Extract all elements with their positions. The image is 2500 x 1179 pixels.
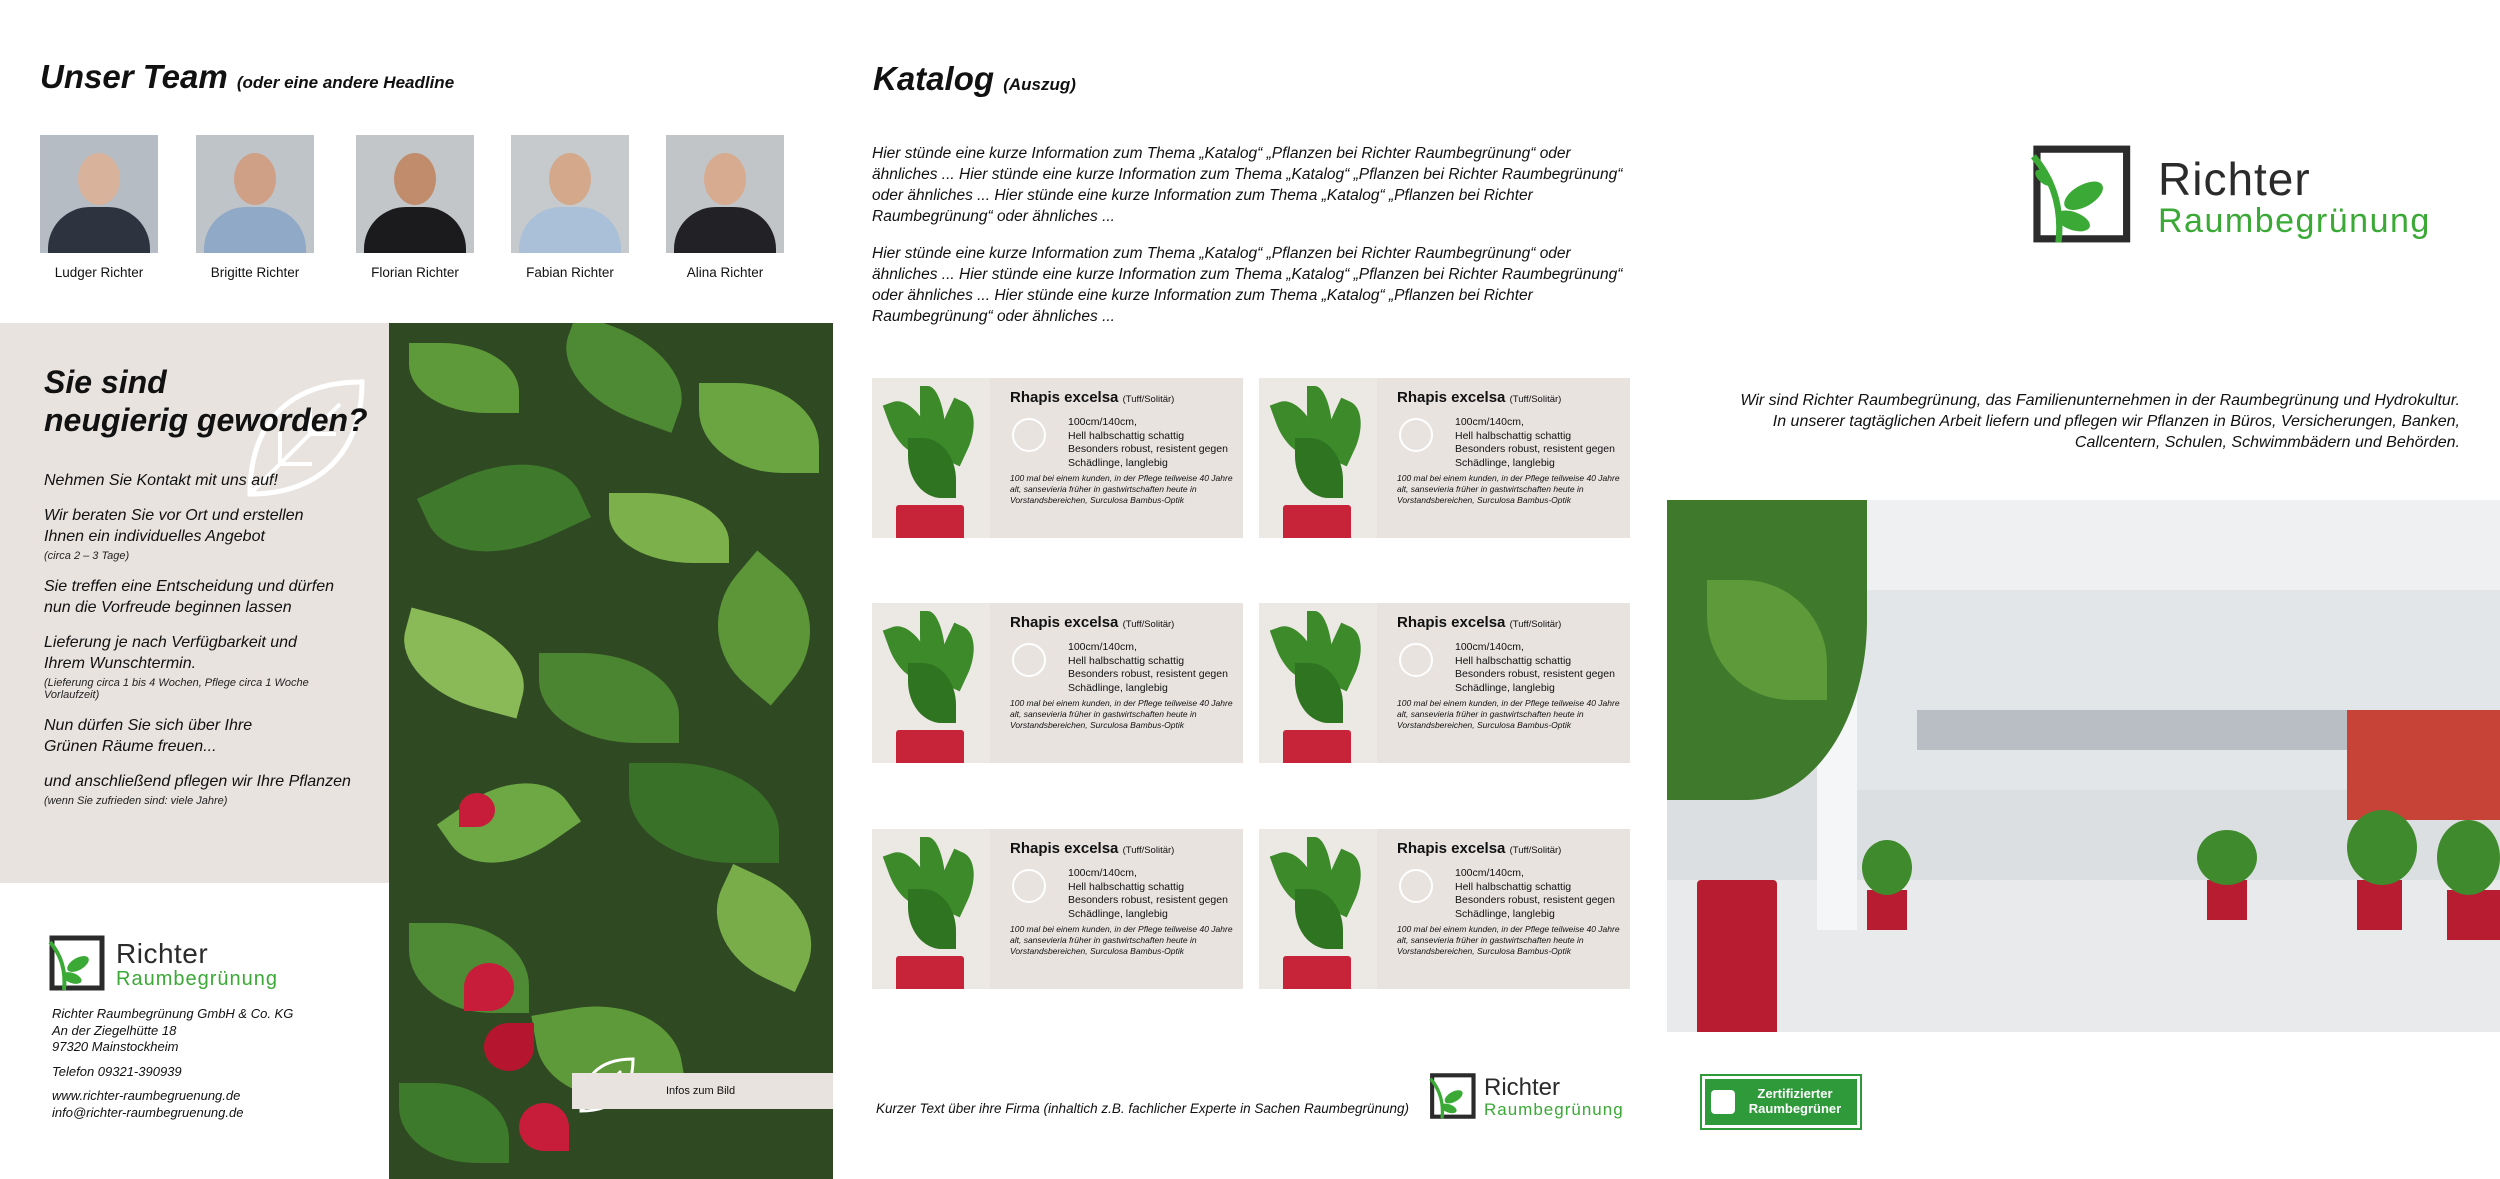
- katalog-paragraph: Hier stünde eine kurze Information zum Thema „Katalog“ „Pflanzen bei Richter Raumbegrünung“ oder ähnliches ... Hier stünde eine kurze Information zum Thema „Katalog“ „Pflanzen bei Richter Raumbegrünung“ oder ähnliches ... Hier stünde eine kurze Information zum Thema „Katalog“ „Pflanzen bei Richter Raumbegrünung“ oder ähnliches ...: [872, 245, 1623, 325]
- list-item: und anschließend pflegen wir Ihre Pflanzen (wenn Sie zufrieden sind: viele Jahre): [44, 773, 351, 807]
- plant-photo: [1259, 378, 1377, 538]
- product-card: Rhapis excelsa (Tuff/Solitär) 100cm/140cm, Hell halbschattig schattig Besonders robust, resistent gegen Schädlinge, langlebig 100 mal bei einem kunden, in der Pflege teilweise 40 Jahre alt, sansevieria früher in gastwirtschaften heute in Vorstandsbereichen, Surculosa Bambus-Optik: [872, 378, 1243, 538]
- list-item: Sie treffen eine Entscheidung und dürfen nun die Vorfreude beginnen lassen: [44, 578, 334, 616]
- brand-logo-icon: [1425, 1072, 1479, 1120]
- leaf-icon: [1399, 869, 1433, 903]
- brand-name: Richter: [1484, 1074, 1561, 1101]
- brand-subname: Raumbegrünung: [116, 968, 278, 990]
- brand-name: Richter: [116, 938, 209, 969]
- plant-photo: [872, 378, 990, 538]
- brand-logo-icon: [2020, 142, 2140, 246]
- list-item: Nehmen Sie Kontakt mit uns auf!: [44, 472, 278, 489]
- list-item: Lieferung je nach Verfügbarkeit und Ihrem Wunschtermin. (Lieferung circa 1 bis 4 Wochen, Pflege circa 1 Woche Vorlaufzeit): [44, 634, 309, 701]
- katalog-headline: Katalog (Auszug): [873, 60, 1076, 97]
- email-link[interactable]: info@richter-raumbegruenung.de: [52, 1104, 244, 1120]
- team-member: Alina Richter: [666, 135, 784, 280]
- portrait-photo-icon: [196, 135, 314, 253]
- plant-photo: [1259, 603, 1377, 763]
- green-wall-photo: [389, 323, 833, 1179]
- brand-logo-icon: [44, 934, 108, 992]
- image-caption: Infos zum Bild: [572, 1073, 833, 1109]
- product-card: Rhapis excelsa (Tuff/Solitär) 100cm/140cm, Hell halbschattig schattig Besonders robust, resistent gegen Schädlinge, langlebig 100 mal bei einem kunden, in der Pflege teilweise 40 Jahre alt, sansevieria früher in gastwirtschaften heute in Vorstandsbereichen, Surculosa Bambus-Optik: [1259, 378, 1630, 538]
- brand-name: Richter: [2158, 153, 2311, 205]
- team-member: Florian Richter: [356, 135, 474, 280]
- plant-photo: [872, 603, 990, 763]
- portrait-photo-icon: [40, 135, 158, 253]
- product-card: Rhapis excelsa (Tuff/Solitär) 100cm/140cm, Hell halbschattig schattig Besonders robust, resistent gegen Schädlinge, langlebig 100 mal bei einem kunden, in der Pflege teilweise 40 Jahre alt, sansevieria früher in gastwirtschaften heute in Vorstandsbereichen, Surculosa Bambus-Optik: [872, 603, 1243, 763]
- leaf-icon: [1012, 418, 1046, 452]
- list-item: Wir beraten Sie vor Ort und erstellen Ihnen ein individuelles Angebot (circa 2 – 3 Tage): [44, 507, 304, 562]
- website-link[interactable]: www.richter-raumbegruenung.de: [52, 1088, 241, 1103]
- company-intro: Wir sind Richter Raumbegrünung, das Familienunternehmen in der Raumbegrünung und Hydrokultur. In unserer tagtäglichen Arbeit liefern und pflegen wir Pflanzen in Büros, Versicherungen, Banken, Callcentern, Schulen, Schwimmbädern und Behörden.: [1740, 392, 2460, 451]
- product-card: Rhapis excelsa (Tuff/Solitär) 100cm/140cm, Hell halbschattig schattig Besonders robust, resistent gegen Schädlinge, langlebig 100 mal bei einem kunden, in der Pflege teilweise 40 Jahre alt, sansevieria früher in gastwirtschaften heute in Vorstandsbereichen, Surculosa Bambus-Optik: [1259, 603, 1630, 763]
- product-card: Rhapis excelsa (Tuff/Solitär) 100cm/140cm, Hell halbschattig schattig Besonders robust, resistent gegen Schädlinge, langlebig 100 mal bei einem kunden, in der Pflege teilweise 40 Jahre alt, sansevieria früher in gastwirtschaften heute in Vorstandsbereichen, Surculosa Bambus-Optik: [1259, 829, 1630, 989]
- contact-headline: Sie sind neugierig geworden?: [44, 364, 368, 438]
- portrait-photo-icon: [666, 135, 784, 253]
- brand-subname: Raumbegrünung: [2158, 202, 2431, 240]
- portrait-photo-icon: [511, 135, 629, 253]
- plant-photo: [872, 829, 990, 989]
- team-headline: Unser Team (oder eine andere Headline: [40, 58, 455, 95]
- office-hall-photo: [1667, 500, 2500, 1032]
- product-card: Rhapis excelsa (Tuff/Solitär) 100cm/140cm, Hell halbschattig schattig Besonders robust, resistent gegen Schädlinge, langlebig 100 mal bei einem kunden, in der Pflege teilweise 40 Jahre alt, sansevieria früher in gastwirtschaften heute in Vorstandsbereichen, Surculosa Bambus-Optik: [872, 829, 1243, 989]
- company-address: Richter Raumbegrünung GmbH & Co. KG An der Ziegelhütte 18 97320 Mainstockheim Telefon 09321-390939 www.richter-raumbegruenung.de info@richter-raumbegruenung.de: [52, 1006, 294, 1120]
- portrait-photo-icon: [356, 135, 474, 253]
- leaf-icon: [1399, 418, 1433, 452]
- leaf-icon: [1012, 869, 1046, 903]
- team-member: Ludger Richter: [40, 135, 158, 280]
- katalog-paragraph: Hier stünde eine kurze Information zum Thema „Katalog“ „Pflanzen bei Richter Raumbegrünung“ oder ähnliches ... Hier stünde eine kurze Information zum Thema „Katalog“ „Pflanzen bei Richter Raumbegrünung“ oder ähnliches ... Hier stünde eine kurze Information zum Thema „Katalog“ „Pflanzen bei Richter Raumbegrünung“ oder ähnliches ...: [872, 145, 1623, 225]
- team-member: Fabian Richter: [511, 135, 629, 280]
- leaf-icon: [1012, 643, 1046, 677]
- steps-list: [44, 470, 364, 821]
- company-short-text: Kurzer Text über ihre Firma (inhaltich z.B. fachlicher Experte in Sachen Raumbegrünung): [876, 1101, 1410, 1116]
- brand-subname: Raumbegrünung: [1484, 1100, 1624, 1119]
- leaf-icon: [1399, 643, 1433, 677]
- team-member: Brigitte Richter: [196, 135, 314, 280]
- list-item: Nun dürfen Sie sich über Ihre Grünen Räume freuen...: [44, 717, 253, 755]
- certified-badge: Zertifizierter Raumbegrüner: [1702, 1076, 1860, 1128]
- plant-photo: [1259, 829, 1377, 989]
- certification-icon: [1711, 1090, 1735, 1114]
